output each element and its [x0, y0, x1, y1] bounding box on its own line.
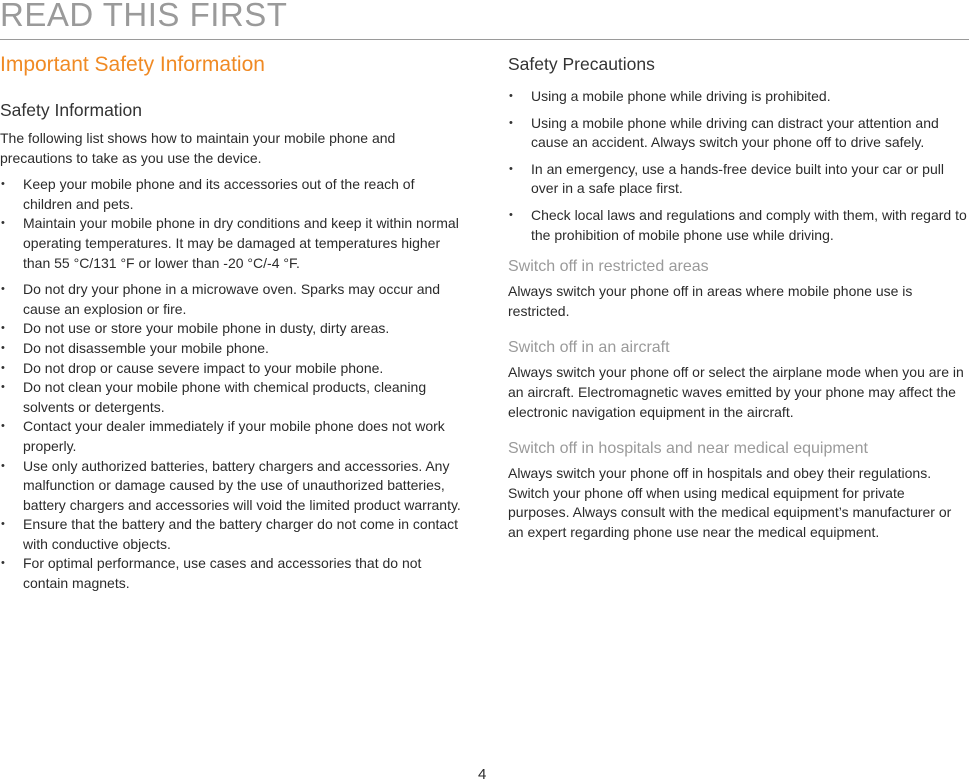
safety-information-list [0, 175, 462, 593]
page-number: 4 [478, 766, 487, 783]
right-column [508, 50, 969, 543]
list-item: • In an emergency, use a hands-free device built into your car or pull over in a safe place first. [508, 160, 969, 199]
list-item: • Keep your mobile phone and its accessories out of the reach of children and pets. [0, 175, 462, 214]
list-item: • Maintain your mobile phone in dry conditions and keep it within normal operating temperatures. It may be damaged at temperatures higher than 55 °C/131 °F or lower than -20 °C/-4 °F. [0, 214, 462, 273]
list-item: • Contact your dealer immediately if your mobile phone does not work properly. [0, 417, 462, 456]
aircraft-heading: Switch off in an aircraft [508, 339, 670, 357]
safety-intro-text: The following list shows how to maintain your mobile phone and precautions to take as you use the device. [0, 130, 396, 166]
left-column [0, 50, 462, 594]
list-item: • Using a mobile phone while driving is prohibited. [508, 87, 969, 107]
list-item: • Check local laws and regulations and comply with them, with regard to the prohibition of mobile phone use while driving. [508, 206, 969, 245]
section-title: Important Safety Information [0, 53, 265, 76]
safety-information-heading: Safety Information [0, 100, 143, 120]
list-item: • Use only authorized batteries, battery chargers and accessories. Any malfunction or damage caused by the use of unauthorized batteries, battery chargers and accessories will void the limited product warranty. [0, 457, 462, 516]
safety-precautions-list [508, 87, 969, 245]
list-item: • Do not dry your phone in a microwave oven. Sparks may occur and cause an explosion or fire. [0, 280, 462, 319]
list-item: • Do not use or store your mobile phone in dusty, dirty areas. [0, 319, 462, 339]
safety-precautions-heading: Safety Precautions [508, 54, 655, 74]
page-header-title: READ THIS FIRST [0, 0, 288, 33]
list-item: • For optimal performance, use cases and accessories that do not contain magnets. [0, 554, 462, 593]
list-item: • Ensure that the battery and the battery charger do not come in contact with conductive objects. [0, 515, 462, 554]
header-divider [0, 39, 969, 40]
list-item: • Do not disassemble your mobile phone. [0, 339, 462, 359]
hospitals-heading: Switch off in hospitals and near medical equipment [508, 440, 868, 458]
list-item: • Using a mobile phone while driving can distract your attention and cause an accident. Always switch your phone off to drive safely. [508, 114, 969, 153]
list-item: • Do not clean your mobile phone with chemical products, cleaning solvents or detergents. [0, 378, 462, 417]
aircraft-text: Always switch your phone off or select the airplane mode when you are in an aircraft. Electromagnetic waves emitted by your phone may affect the electronic navigation equipment in the aircraft. [508, 364, 964, 420]
restricted-areas-text: Always switch your phone off in areas where mobile phone use is restricted. [508, 283, 913, 319]
list-item: • Do not drop or cause severe impact to your mobile phone. [0, 359, 462, 379]
restricted-areas-heading: Switch off in restricted areas [508, 258, 709, 276]
hospitals-text: Always switch your phone off in hospitals and obey their regulations. Switch your phone off when using medical equipment for private purposes. Always consult with the medical equipment’s manufacturer or an expert regarding phone use near the medical equipment. [508, 465, 952, 540]
